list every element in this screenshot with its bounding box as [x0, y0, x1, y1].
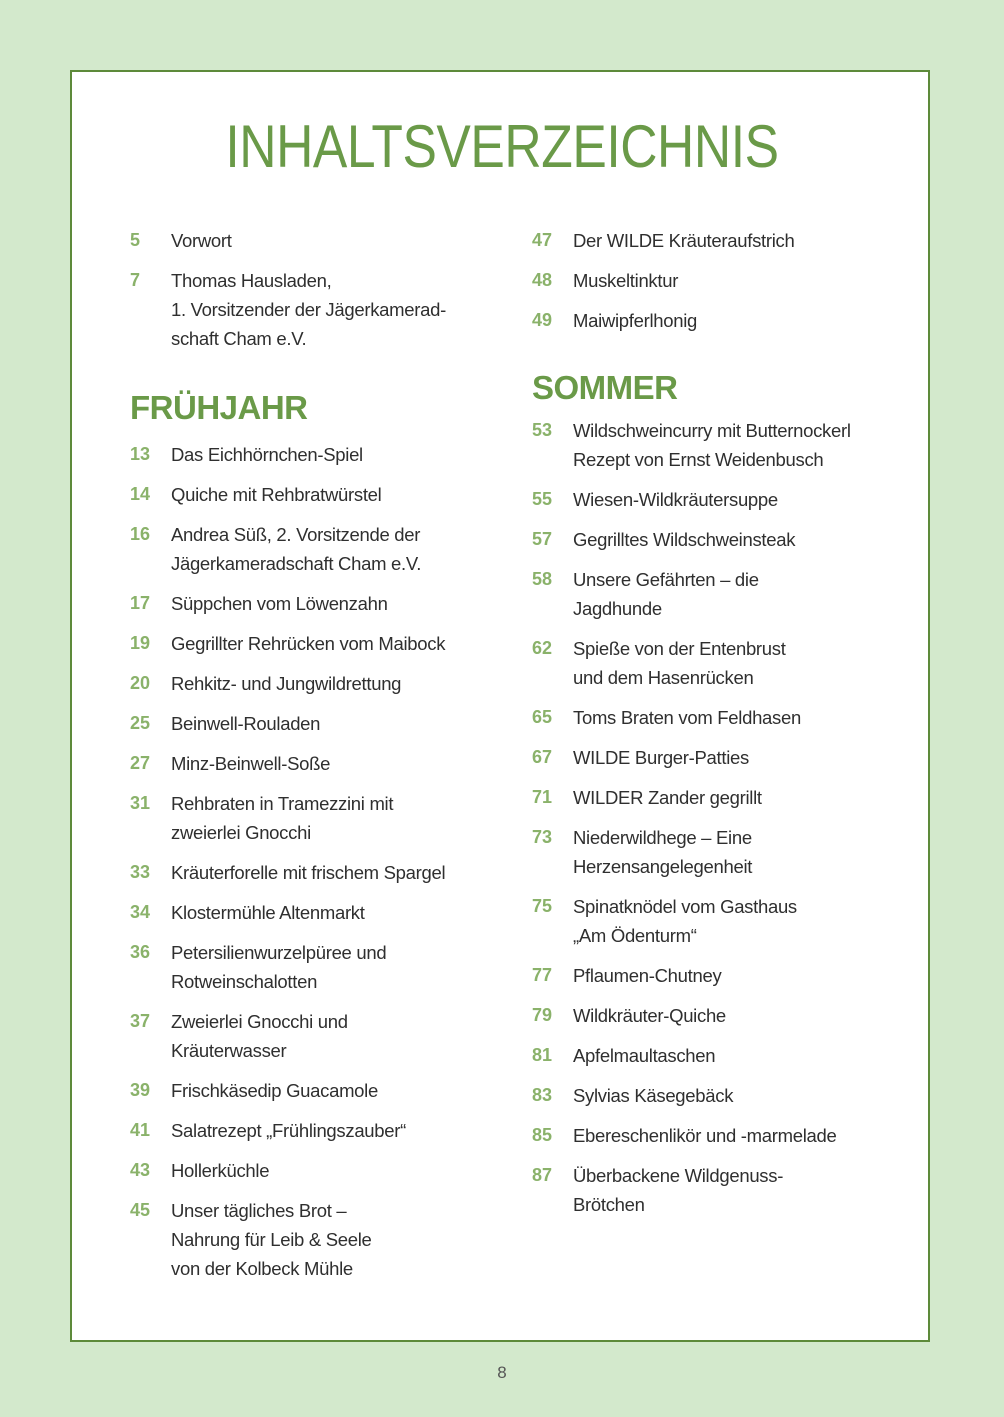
toc-entry-title: Unsere Gefährten – die Jagdhunde — [573, 569, 759, 619]
toc-entry[interactable] — [532, 525, 892, 554]
toc-page-number: 19 — [130, 633, 151, 653]
toc-entry[interactable] — [532, 485, 892, 514]
toc-section-list — [532, 416, 892, 1219]
section-heading-sommer: SOMMER — [532, 369, 678, 406]
toc-entry-title: Pflaumen-Chutney — [573, 965, 722, 986]
toc-entry[interactable] — [532, 1041, 892, 1070]
toc-page-number: 55 — [532, 489, 553, 509]
toc-entry[interactable] — [130, 938, 480, 996]
toc-page-number: 20 — [130, 673, 151, 693]
toc-page-number: 48 — [532, 270, 553, 290]
toc-page-number: 81 — [532, 1045, 553, 1065]
toc-entry[interactable] — [532, 892, 892, 950]
toc-entry[interactable] — [130, 1007, 480, 1065]
toc-entry[interactable] — [130, 1076, 480, 1105]
toc-entry-title: Beinwell-Rouladen — [171, 713, 321, 734]
section-heading-fruehjahr: FRÜHJAHR — [130, 389, 308, 426]
toc-entry[interactable] — [130, 1116, 480, 1145]
toc-page-number: 41 — [130, 1120, 151, 1140]
toc-page-number: 27 — [130, 753, 151, 773]
toc-entry[interactable] — [130, 709, 480, 738]
toc-entry-title: Thomas Hausladen, 1. Vorsitzender der Jägerkamerad- schaft Cham e.V. — [171, 270, 446, 349]
toc-page-number: 67 — [532, 747, 553, 767]
toc-page-number: 77 — [532, 965, 553, 985]
toc-page-number: 62 — [532, 638, 553, 658]
toc-page-number: 16 — [130, 524, 151, 544]
toc-entry[interactable] — [130, 858, 480, 887]
toc-entry-title: Niederwildhege – Eine Herzensangelegenheit — [573, 827, 753, 877]
toc-entry-title: Kräuterforelle mit frischem Spargel — [171, 862, 446, 883]
toc-entry[interactable] — [532, 1121, 892, 1150]
toc-page-number: 31 — [130, 793, 151, 813]
toc-entry[interactable] — [532, 416, 892, 474]
toc-entry-title: Spieße von der Entenbrust und dem Hasenrücken — [573, 638, 786, 688]
toc-entry-title: Wildschweincurry mit Butternockerl Rezept von Ernst Weidenbusch — [573, 420, 851, 470]
toc-page-number: 75 — [532, 896, 553, 916]
toc-entry[interactable] — [130, 669, 480, 698]
toc-entry[interactable] — [130, 1156, 480, 1185]
toc-entry-title: Wiesen-Wildkräutersuppe — [573, 489, 778, 510]
toc-entry-title: Das Eichhörnchen-Spiel — [171, 444, 363, 465]
toc-entry[interactable] — [130, 749, 480, 778]
toc-page-number: 47 — [532, 230, 553, 250]
toc-entry-title: Frischkäsedip Guacamole — [171, 1080, 378, 1101]
toc-entry[interactable] — [532, 703, 892, 732]
toc-entry[interactable] — [532, 266, 892, 295]
toc-entry-title: Wildkräuter-Quiche — [573, 1005, 726, 1026]
toc-entry[interactable] — [130, 520, 480, 578]
toc-entry-title: Sylvias Käsegebäck — [573, 1085, 734, 1106]
toc-entry[interactable] — [130, 226, 480, 255]
toc-entry-title: Überbackene Wildgenuss- Brötchen — [573, 1165, 784, 1215]
toc-page-number: 49 — [532, 310, 553, 330]
toc-entry[interactable] — [532, 1161, 892, 1219]
toc-column-left — [130, 226, 480, 1294]
toc-entry-title: Rehkitz- und Jungwildrettung — [171, 673, 402, 694]
toc-page-number: 83 — [532, 1085, 553, 1105]
toc-page-number: 25 — [130, 713, 151, 733]
toc-page-number: 39 — [130, 1080, 151, 1100]
toc-entry-title: Spinatknödel vom Gasthaus „Am Ödenturm“ — [573, 896, 797, 946]
toc-entry[interactable] — [532, 1081, 892, 1110]
toc-entry-title: Süppchen vom Löwenzahn — [171, 593, 388, 614]
page-number: 8 — [497, 1363, 507, 1382]
toc-entry[interactable] — [532, 565, 892, 623]
toc-entry-title: Andrea Süß, 2. Vorsitzende der Jägerkameradschaft Cham e.V. — [171, 524, 422, 574]
toc-entry-title: Vorwort — [171, 230, 232, 251]
page-title: INHALTSVERZEICHNIS — [225, 113, 779, 180]
toc-entry-title: Quiche mit Rehbratwürstel — [171, 484, 382, 505]
toc-page-number: 36 — [130, 942, 151, 962]
toc-intro-list — [532, 226, 892, 335]
toc-entry-title: Hollerküchle — [171, 1160, 270, 1181]
toc-page-number: 73 — [532, 827, 553, 847]
toc-entry[interactable] — [130, 440, 480, 469]
toc-page-number: 58 — [532, 569, 553, 589]
toc-entry[interactable] — [532, 783, 892, 812]
toc-entry-title: Apfelmaultaschen — [573, 1045, 716, 1066]
toc-page-number: 87 — [532, 1165, 553, 1185]
toc-entry[interactable] — [532, 823, 892, 881]
toc-entry[interactable] — [130, 1196, 480, 1283]
toc-entry[interactable] — [532, 634, 892, 692]
toc-entry-title: Gegrilltes Wildschweinsteak — [573, 529, 796, 550]
toc-entry-title: Toms Braten vom Feldhasen — [573, 707, 801, 728]
toc-entry[interactable] — [532, 961, 892, 990]
toc-page-number: 71 — [532, 787, 553, 807]
toc-entry-title: Petersilienwurzelpüree und Rotweinschalotten — [171, 942, 387, 992]
toc-entry-title: Muskeltinktur — [573, 270, 679, 291]
toc-page-number: 37 — [130, 1011, 151, 1031]
toc-entry[interactable] — [130, 589, 480, 618]
toc-entry-title: Unser tägliches Brot – Nahrung für Leib & Seele von der Kolbeck Mühle — [171, 1200, 372, 1279]
toc-entry[interactable] — [130, 629, 480, 658]
toc-section-list — [130, 440, 480, 1283]
toc-page-number: 7 — [130, 270, 141, 290]
toc-entry-title: Rehbraten in Tramezzini mit zweierlei Gnocchi — [171, 793, 394, 843]
toc-entry-title: Minz-Beinwell-Soße — [171, 753, 331, 774]
toc-page-number: 5 — [130, 230, 141, 250]
toc-page-number: 33 — [130, 862, 151, 882]
toc-entry-title: Gegrillter Rehrücken vom Maibock — [171, 633, 446, 654]
toc-page-number: 45 — [130, 1200, 151, 1220]
toc-page-number: 57 — [532, 529, 553, 549]
toc-entry[interactable] — [130, 266, 480, 353]
toc-entry[interactable] — [532, 306, 892, 335]
toc-entry[interactable] — [130, 789, 480, 847]
toc-page-number: 14 — [130, 484, 151, 504]
toc-entry[interactable] — [532, 1001, 892, 1030]
toc-page-number: 65 — [532, 707, 553, 727]
toc-entry[interactable] — [532, 743, 892, 772]
toc-entry[interactable] — [532, 226, 892, 255]
toc-page-number: 17 — [130, 593, 151, 613]
toc-page-number: 85 — [532, 1125, 553, 1145]
toc-intro-list — [130, 226, 480, 353]
toc-entry-title: Der WILDE Kräuteraufstrich — [573, 230, 795, 251]
toc-entry-title: Zweierlei Gnocchi und Kräuterwasser — [171, 1011, 348, 1061]
toc-page-number: 53 — [532, 420, 553, 440]
toc-entry[interactable] — [130, 480, 480, 509]
toc-column-right — [532, 226, 892, 1230]
toc-entry-title: WILDE Burger-Patties — [573, 747, 749, 768]
toc-entry-title: WILDER Zander gegrillt — [573, 787, 762, 808]
toc-entry-title: Ebereschenlikör und -marmelade — [573, 1125, 837, 1146]
toc-entry-title: Klostermühle Altenmarkt — [171, 902, 365, 923]
toc-entry-title: Maiwipferlhonig — [573, 310, 698, 331]
toc-entry-title: Salatrezept „Frühlingszauber“ — [171, 1120, 406, 1141]
toc-page-number: 34 — [130, 902, 151, 922]
toc-page-number: 79 — [532, 1005, 553, 1025]
toc-page-number: 13 — [130, 444, 151, 464]
toc-page-number: 43 — [130, 1160, 151, 1180]
toc-entry[interactable] — [130, 898, 480, 927]
